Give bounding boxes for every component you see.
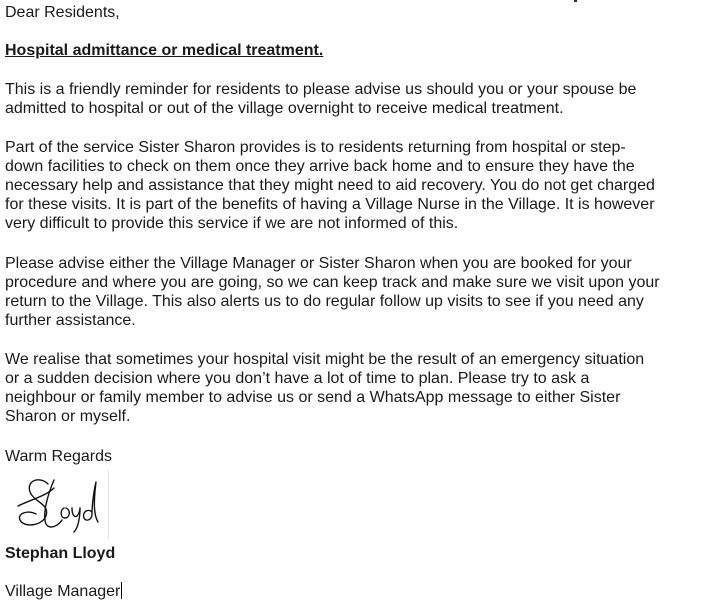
para2-line-2: down facilities to check on them once they arrive back home and to ensure they have the [5,158,635,175]
para2-line-4: for these visits. It is part of the benefits of having a Village Nurse in the Village. It is however [5,196,655,213]
text-cursor [121,582,122,599]
page-edge-mark [574,0,577,2]
letter-heading: Hospital admittance or medical treatment. [5,42,324,59]
closing: Warm Regards [5,448,112,465]
signer-name: Stephan Lloyd [5,545,116,562]
signature-image [10,470,109,540]
para2-line-3: necessary help and assistance that they might need to aid recovery. You do not get charged [5,177,655,194]
para2-line-5: very difficult to provide this service if we are not informed of this. [5,215,459,232]
para3-line-2: procedure and where you are going, so we can keep track and make sure we visit upon your [5,274,660,291]
para1-line-2: admitted to hospital or out of the village overnight to receive medical treatment. [5,100,564,117]
para3-line-1: Please advise either the Village Manager or Sister Sharon when you are booked for your [5,255,632,272]
para2-line-1: Part of the service Sister Sharon provides is to residents returning from hospital or step- [5,139,626,156]
para4-line-4: Sharon or myself. [5,408,131,425]
para1-line-1: This is a friendly reminder for residents to please advise us should you or your spouse be [5,81,637,98]
signer-title-text: Village Manager [5,583,121,600]
salutation: Dear Residents, [5,4,120,21]
para3-line-4: further assistance. [5,312,136,329]
para4-line-2: or a sudden decision where you don’t have a lot of time to plan. Please try to ask a [5,370,590,387]
signer-title[interactable] [5,582,122,601]
para3-line-3: return to the Village. This also alerts us to do regular follow up visits to see if you need any [5,293,644,310]
para4-line-1: We realise that sometimes your hospital visit might be the result of an emergency situation [5,351,645,368]
signature-drawing [10,470,108,540]
para4-line-3: neighbour or family member to advise us or send a WhatsApp message to either Sister [5,389,621,406]
